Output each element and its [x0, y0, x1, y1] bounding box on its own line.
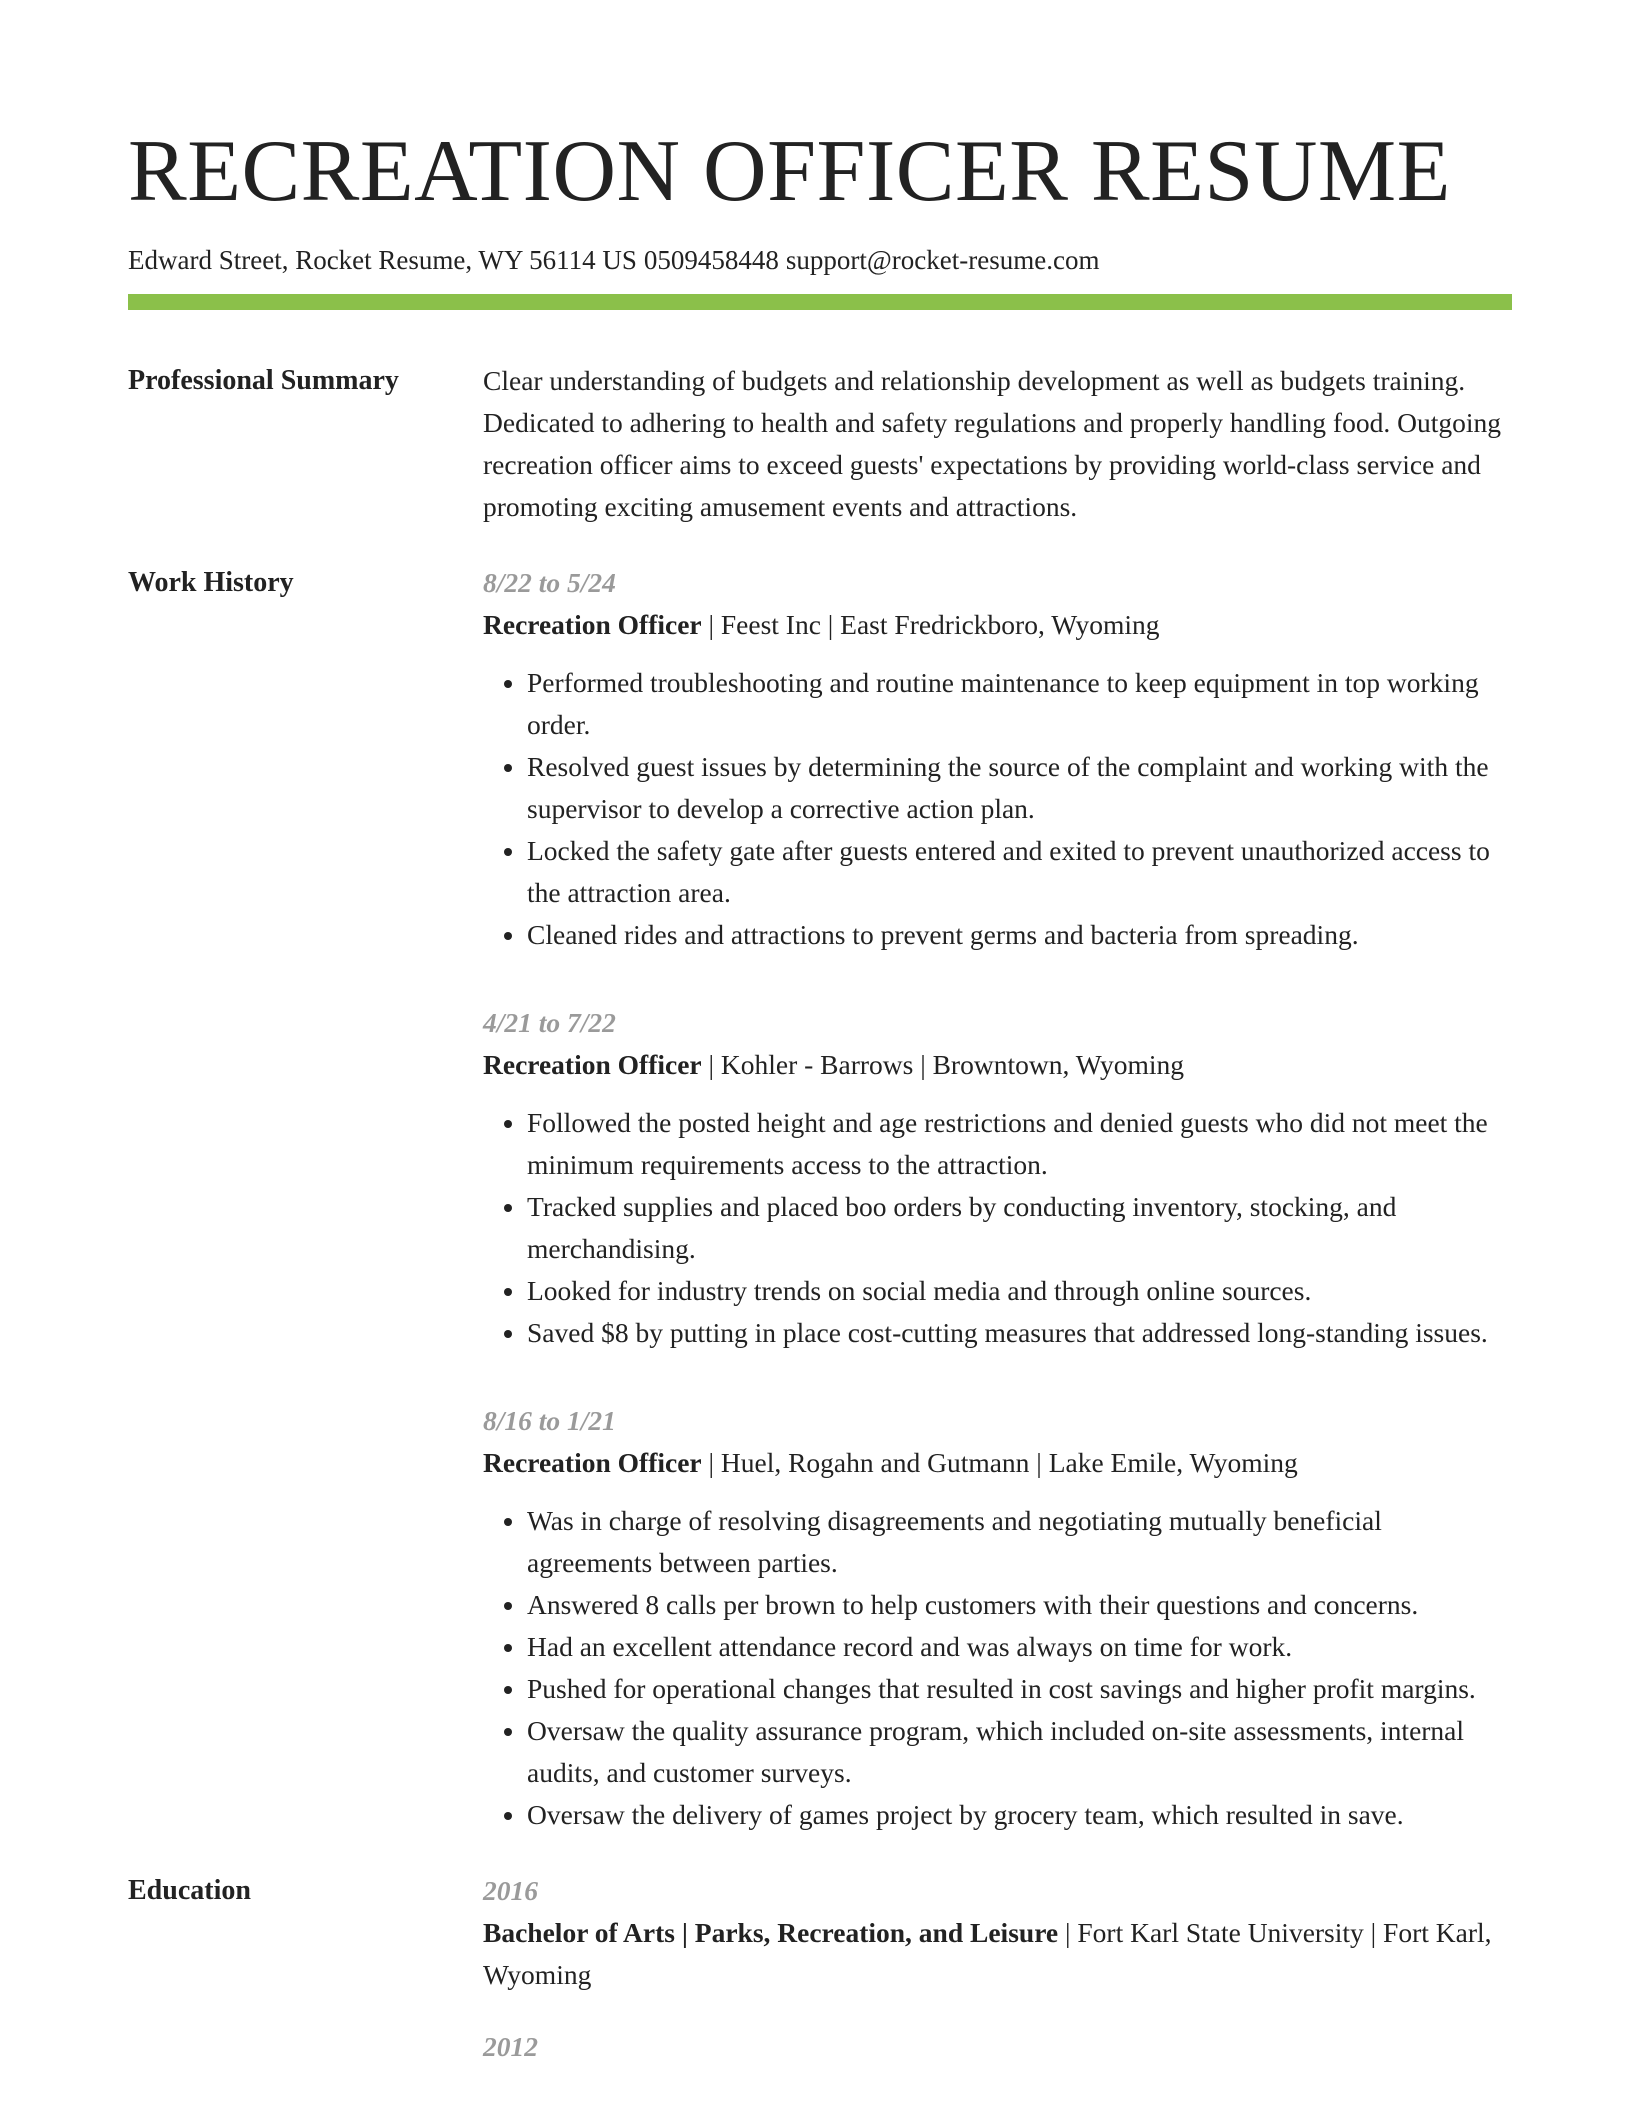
job-bullet: • Cleaned rides and attractions to prevent germs and bacteria from spreading. [527, 914, 1512, 956]
job-title: Recreation Officer [483, 1049, 702, 1080]
job-bullet: • Tracked supplies and placed boo orders by conducting inventory, stocking, and merchandising. [527, 1186, 1512, 1270]
job-bullet: • Saved $8 by putting in place cost-cutting measures that addressed long-standing issues. [527, 1312, 1512, 1354]
summary-text: Clear understanding of budgets and relationship development as well as budgets training. Dedicated to adhering to health and safety regulations and properly handling food. Outgoing recreation officer aims to exceed guests' expectations by providing world-class service and promoting exciting amusement events and attractions. [483, 365, 1501, 522]
job-details: | Kohler - Barrows | Browntown, Wyoming [701, 1049, 1185, 1080]
job-details: | Huel, Rogahn and Gutmann | Lake Emile, Wyoming [701, 1447, 1298, 1478]
job-bullet: • Oversaw the delivery of games project by grocery team, which resulted in save. [527, 1794, 1512, 1836]
job-dates: 8/16 to 1/21 [483, 1405, 616, 1436]
contact-phone: 0509458448 [643, 245, 779, 275]
job-title: Recreation Officer [483, 609, 702, 640]
resume-title: RECREATION OFFICER RESUME [128, 123, 1451, 220]
work-history-body [483, 562, 1512, 1836]
summary-label: Professional Summary [128, 365, 399, 396]
job-title: Recreation Officer [483, 1447, 702, 1478]
job-bullet: • Oversaw the quality assurance program, which included on-site assessments, internal audits, and customer surveys. [527, 1710, 1512, 1794]
job-details: | Feest Inc | East Fredrickboro, Wyoming [701, 609, 1160, 640]
job-dates: 8/22 to 5/24 [483, 567, 616, 598]
resume-page [128, 0, 1512, 2068]
education-degree-line [483, 1912, 1512, 1996]
job-entry [483, 562, 1512, 956]
job-bullets [483, 1102, 1512, 1354]
education-year: 2016 [483, 1875, 538, 1906]
education-degree: Bachelor of Arts | Parks, Recreation, and Leisure [483, 1917, 1059, 1948]
contact-line [128, 244, 1512, 276]
summary-section [128, 360, 1512, 528]
work-history-label: Work History [128, 567, 294, 598]
job-bullets [483, 662, 1512, 956]
job-bullet: • Had an excellent attendance record and was always on time for work. [527, 1626, 1512, 1668]
job-bullet: • Looked for industry trends on social media and through online sources. [527, 1270, 1512, 1312]
education-year: 2012 [483, 2031, 538, 2062]
work-history-section [128, 562, 1512, 1836]
education-section [128, 1870, 1512, 2068]
job-role-line [483, 1442, 1512, 1484]
education-details: | Fort Karl State University | Fort Karl, Wyoming [483, 1917, 1492, 1990]
job-bullet: • Answered 8 calls per brown to help customers with their questions and concerns. [527, 1584, 1512, 1626]
job-bullet: • Locked the safety gate after guests entered and exited to prevent unauthorized access to the attraction area. [527, 830, 1512, 914]
job-bullet: • Performed troubleshooting and routine maintenance to keep equipment in top working order. [527, 662, 1512, 746]
contact-email: support@rocket-resume.com [785, 245, 1100, 275]
summary-body [483, 360, 1512, 528]
education-body [483, 1870, 1512, 2068]
job-bullet: • Followed the posted height and age restrictions and denied guests who did not meet the minimum requirements access to the attraction. [527, 1102, 1512, 1186]
contact-address: Edward Street, Rocket Resume, WY 56114 US [128, 245, 637, 275]
education-entry [483, 1870, 1512, 1996]
job-bullet: • Pushed for operational changes that resulted in cost savings and higher profit margins. [527, 1668, 1512, 1710]
job-entry [483, 1002, 1512, 1354]
job-dates: 4/21 to 7/22 [483, 1007, 616, 1038]
education-entry [483, 2026, 1512, 2068]
education-label: Education [128, 1875, 251, 1906]
job-bullets [483, 1500, 1512, 1836]
job-role-line [483, 604, 1512, 646]
header-divider [128, 294, 1512, 310]
job-bullet: • Was in charge of resolving disagreements and negotiating mutually beneficial agreements between parties. [527, 1500, 1512, 1584]
job-role-line [483, 1044, 1512, 1086]
job-entry [483, 1400, 1512, 1836]
job-bullet: • Resolved guest issues by determining the source of the complaint and working with the supervisor to develop a corrective action plan. [527, 746, 1512, 830]
